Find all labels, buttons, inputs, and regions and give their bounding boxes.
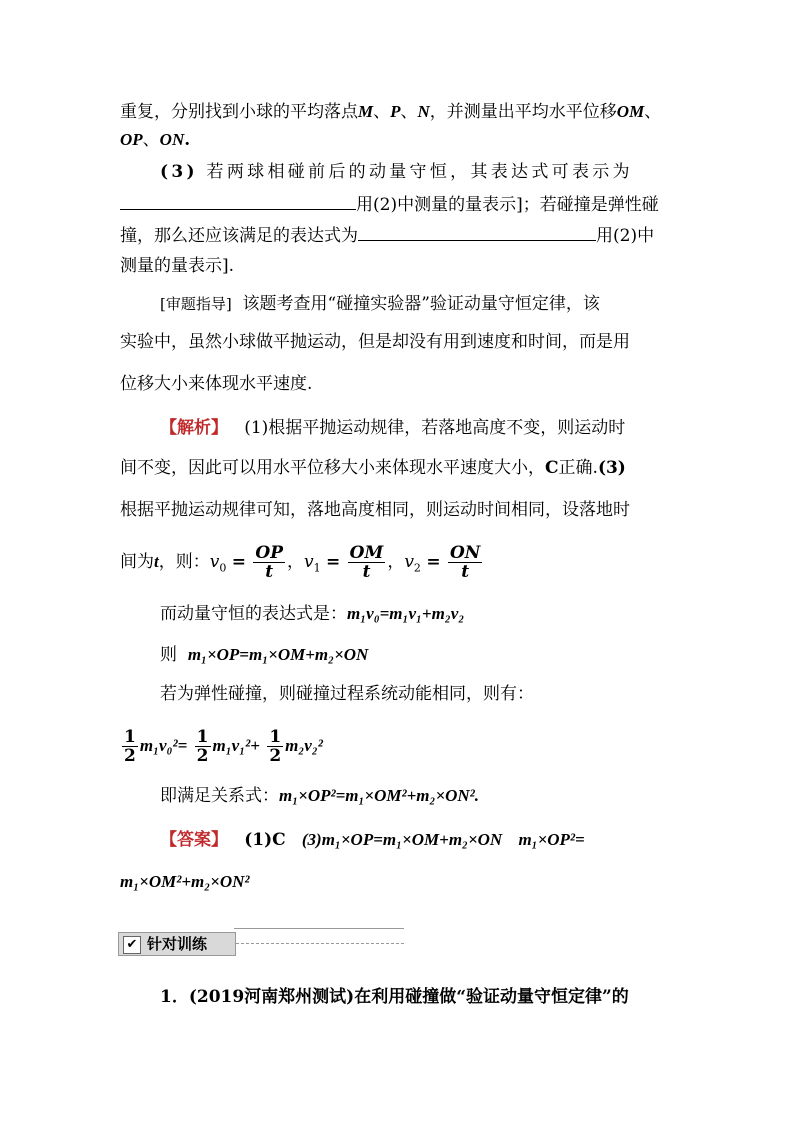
check-icon: ✔ [123,936,141,954]
point-m: M [358,102,374,121]
text: 若两球相碰前后的动量守恒，其表达式可表示为 [206,162,633,182]
analysis-formula-energy [120,722,680,770]
text-line [120,100,680,124]
guide-line [160,292,720,316]
subscript: 0 [219,561,227,575]
energy-term: m₁v₁²+ [212,736,260,755]
point-p: P [390,102,401,121]
training-section-header [118,928,404,956]
answer-blank[interactable] [120,191,356,210]
text: 若为弹性碰撞，则碰撞过程系统动能相同，则有： [160,684,534,704]
answer-part-3a: (3)m₁×OP=m₁×OM+m₂×ON [301,830,503,849]
analysis-line [120,498,680,522]
text: 用(2)中测量的量表示]；若碰撞是弹性碰 [356,195,659,215]
text: 间为 [120,552,154,572]
question-number: (3) [160,162,198,182]
fraction-half [267,728,283,765]
denominator: t [362,562,371,582]
answer-part-3b: m₁×OP²= [518,830,585,849]
divider [234,928,404,929]
point-n: N [417,102,430,121]
var-v: v [304,552,314,572]
guide-line [120,330,680,354]
energy-term: m₂v₂² [285,736,323,755]
denominator: t [461,562,470,582]
text: ，并测量出平均水平位移 [429,102,617,122]
analysis-line [120,456,680,480]
answer-label: 【答案】 [160,830,228,850]
analysis-line [160,643,720,667]
momentum-equation: m₁v₀=m₁v₁+m₂v₂ [347,604,465,623]
momentum-equation-displacement: m₁×OP=m₁×OM+m₂×ON [187,645,369,664]
text: 、 [644,102,662,122]
analysis-line [160,682,720,706]
fraction-on-t [448,544,482,581]
option-c: C [545,458,559,478]
answer-part-3b-cont: m₁×OM²+m₂×ON² [120,872,250,891]
text: 重复，分别找到小球的平均落点 [120,102,358,122]
question-3-line [120,254,680,278]
numerator: OM [349,543,384,563]
question-3-line [120,191,680,217]
fraction-half [122,728,138,765]
text: ，则： [158,552,210,572]
text: 用(2)中 [596,226,655,246]
text: . [184,130,191,150]
text: 则 [160,645,177,665]
question-text: 1．(2019河南郑州测试)在利用碰撞做“验证动量守恒定律”的 [160,987,629,1007]
var-v: v [404,552,414,572]
dashed-divider [236,943,404,944]
question-1-line [160,985,720,1009]
analysis-line [160,602,720,626]
text: 而动量守恒的表达式是： [160,604,347,624]
analysis-label: 【解析】 [160,418,228,438]
text: (1)根据平抛运动规律，若落地高度不变，则运动时 [244,418,626,438]
text: 根据平抛运动规律可知，落地高度相同，则运动时间相同，设落地时 [120,500,630,520]
energy-equation: m₁×OP²=m₁×OM²+m₂×ON². [279,786,480,805]
denominator: 2 [269,746,282,766]
text: 、 [373,102,391,122]
answer-line [160,828,720,852]
text: 位移大小来体现水平速度. [120,374,313,394]
segment-on: ON [159,130,185,149]
var-v: v [209,552,220,572]
energy-term: m₁v₀²= [139,736,188,755]
text: 撞，那么还应该满足的表达式为 [120,226,358,246]
numerator: ON [449,543,481,563]
analysis-line [160,784,720,808]
fraction-half [195,728,211,765]
answer-part-1: (1)C [244,830,286,850]
text: 、 [400,102,418,122]
text: 即满足关系式： [160,786,279,806]
numerator: 1 [196,727,209,747]
fraction-om-t [348,544,386,581]
denominator: 2 [196,746,209,766]
text: 测量的量表示]. [120,256,235,276]
text: 正确. [558,458,598,478]
text: (3) [597,458,626,478]
text: 该题考查用“碰撞实验器”验证动量守恒定律，该 [242,294,600,314]
text: 间不变，因此可以用水平位移大小来体现水平速度大小， [120,458,545,478]
guide-line [120,372,680,396]
subscript: 2 [413,561,421,575]
segment-om: OM [616,102,645,121]
numerator: 1 [269,727,282,747]
text-line [120,128,680,152]
denominator: t [265,562,274,582]
training-title: 针对训练 [147,935,208,953]
guide-label: [审题指导] [160,295,232,313]
question-3-line [160,160,720,184]
text: 、 [142,130,160,150]
numerator: 1 [124,727,136,747]
subscript: 1 [313,561,321,575]
fraction-op-t [253,544,285,581]
text: 实验中，虽然小球做平抛运动，但是却没有用到速度和时间，而是用 [120,332,630,352]
segment-op: OP [120,130,143,149]
numerator: OP [255,543,283,563]
answer-blank[interactable] [358,222,596,241]
analysis-line [160,416,720,440]
denominator: 2 [124,746,136,766]
analysis-formula-velocity: 间为t，则：$v_0$ = $\frac{OP}{t}$ ，$v_1$ = $\frac{OM}{t}$ ，$v_2$ = $\frac{ON}{t}$ [120,543,481,582]
answer-line [120,870,680,894]
training-tag [118,932,236,956]
var-t: t [154,552,159,571]
question-3-line [120,222,680,248]
